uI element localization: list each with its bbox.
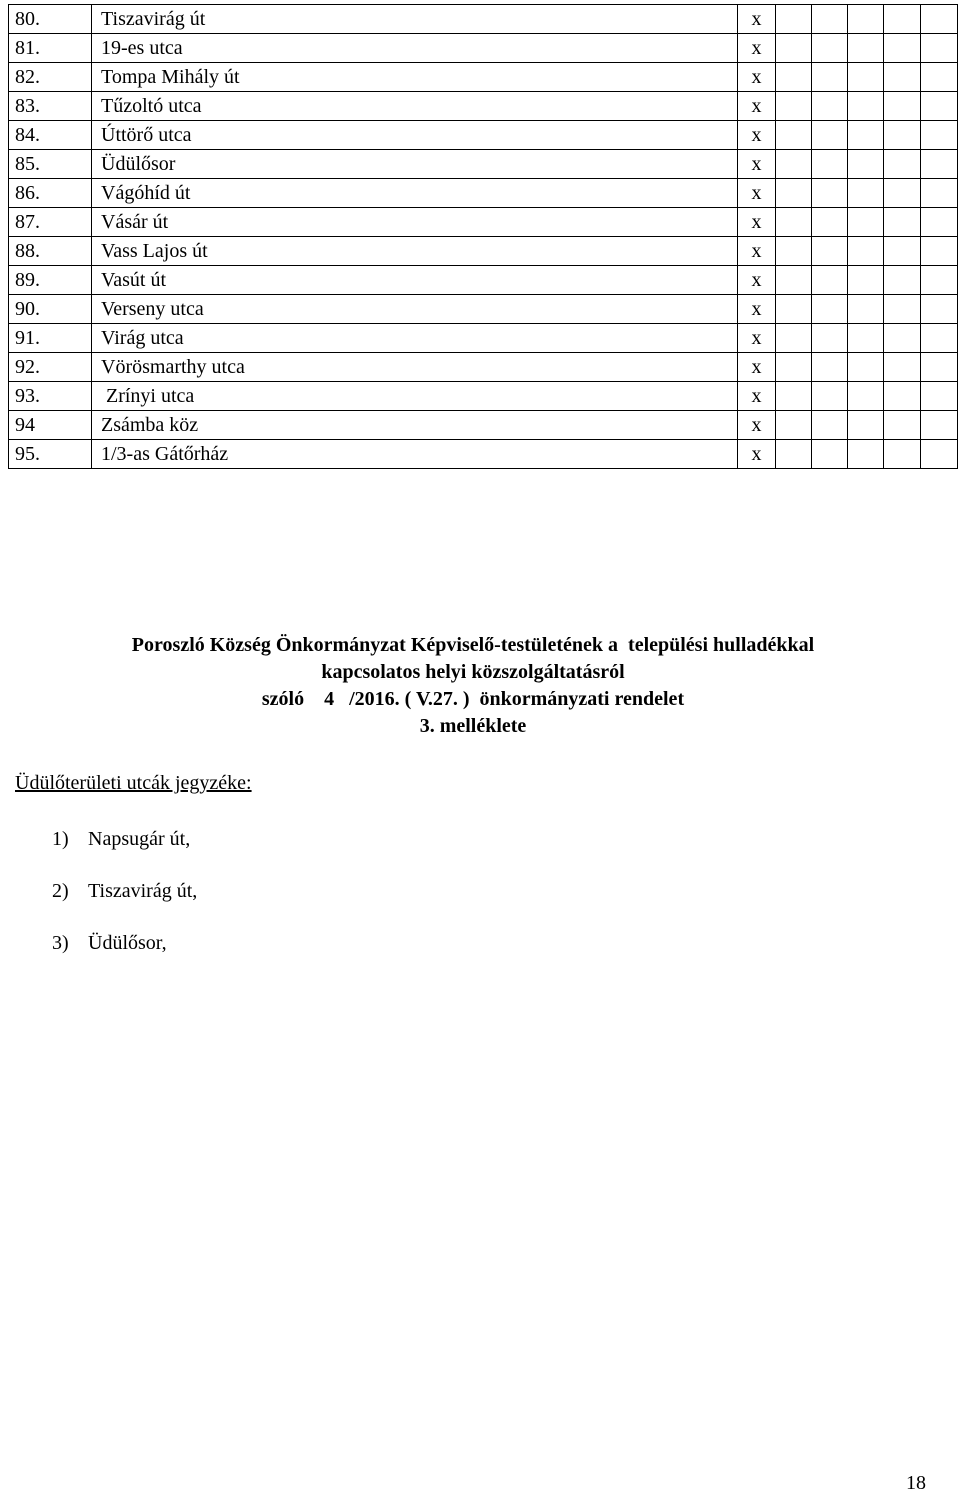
street-name: Úttörő utca	[92, 121, 738, 150]
row-number: 81.	[9, 34, 92, 63]
street-name: Tűzoltó utca	[92, 92, 738, 121]
row-number: 90.	[9, 295, 92, 324]
resort-list-heading: Üdülőterületi utcák jegyzéke:	[15, 772, 252, 794]
empty-cell	[812, 208, 848, 237]
empty-cell	[921, 179, 958, 208]
list-item	[52, 825, 197, 877]
service-mark: x	[738, 411, 776, 440]
empty-cell	[921, 266, 958, 295]
empty-cell	[812, 295, 848, 324]
service-mark: x	[738, 440, 776, 469]
empty-cell	[776, 63, 812, 92]
row-number: 89.	[9, 266, 92, 295]
service-mark: x	[738, 324, 776, 353]
empty-cell	[812, 179, 848, 208]
empty-cell	[812, 353, 848, 382]
empty-cell	[848, 5, 884, 34]
empty-cell	[776, 440, 812, 469]
page-number: 18	[906, 1472, 926, 1494]
empty-cell	[848, 382, 884, 411]
empty-cell	[848, 440, 884, 469]
table-row	[9, 266, 958, 295]
list-item-text: Tiszavirág út,	[88, 880, 198, 902]
empty-cell	[921, 353, 958, 382]
empty-cell	[812, 121, 848, 150]
empty-cell	[848, 208, 884, 237]
streets-table-body	[9, 5, 958, 469]
empty-cell	[848, 295, 884, 324]
list-item-text: Napsugár út,	[88, 828, 191, 850]
list-item	[52, 877, 197, 929]
list-item-number: 1)	[52, 828, 69, 850]
empty-cell	[921, 295, 958, 324]
empty-cell	[776, 208, 812, 237]
table-row	[9, 324, 958, 353]
table-row	[9, 5, 958, 34]
table-row	[9, 382, 958, 411]
street-name: Vásár út	[92, 208, 738, 237]
table-row	[9, 150, 958, 179]
empty-cell	[921, 150, 958, 179]
row-number: 92.	[9, 353, 92, 382]
table-row	[9, 92, 958, 121]
table-row	[9, 208, 958, 237]
empty-cell	[812, 92, 848, 121]
title-line-2: kapcsolatos helyi közszolgáltatásról	[321, 661, 625, 683]
document-title	[0, 632, 946, 740]
table-row	[9, 34, 958, 63]
empty-cell	[884, 34, 921, 63]
empty-cell	[848, 121, 884, 150]
empty-cell	[848, 266, 884, 295]
empty-cell	[884, 382, 921, 411]
service-mark: x	[738, 266, 776, 295]
empty-cell	[921, 440, 958, 469]
empty-cell	[884, 295, 921, 324]
empty-cell	[776, 295, 812, 324]
empty-cell	[776, 121, 812, 150]
empty-cell	[884, 266, 921, 295]
empty-cell	[776, 150, 812, 179]
empty-cell	[776, 382, 812, 411]
empty-cell	[812, 5, 848, 34]
empty-cell	[921, 34, 958, 63]
service-mark: x	[738, 382, 776, 411]
empty-cell	[884, 324, 921, 353]
empty-cell	[848, 92, 884, 121]
street-name: 1/3-as Gátőrház	[92, 440, 738, 469]
row-number: 84.	[9, 121, 92, 150]
street-name: Virág utca	[92, 324, 738, 353]
empty-cell	[884, 179, 921, 208]
empty-cell	[884, 92, 921, 121]
empty-cell	[884, 150, 921, 179]
empty-cell	[812, 63, 848, 92]
empty-cell	[884, 237, 921, 266]
table-row	[9, 295, 958, 324]
empty-cell	[884, 63, 921, 92]
list-item	[52, 929, 197, 981]
row-number: 93.	[9, 382, 92, 411]
street-name: Tompa Mihály út	[92, 63, 738, 92]
empty-cell	[921, 5, 958, 34]
empty-cell	[848, 34, 884, 63]
empty-cell	[848, 411, 884, 440]
empty-cell	[921, 208, 958, 237]
row-number: 82.	[9, 63, 92, 92]
street-name: Vágóhíd út	[92, 179, 738, 208]
street-name: Vass Lajos út	[92, 237, 738, 266]
street-name: Tiszavirág út	[92, 5, 738, 34]
title-line-4: 3. melléklete	[419, 715, 527, 737]
empty-cell	[921, 411, 958, 440]
empty-cell	[921, 92, 958, 121]
street-name: Zrínyi utca	[92, 382, 738, 411]
table-row	[9, 237, 958, 266]
empty-cell	[812, 382, 848, 411]
empty-cell	[884, 411, 921, 440]
empty-cell	[848, 63, 884, 92]
empty-cell	[884, 440, 921, 469]
street-name: Vasút út	[92, 266, 738, 295]
service-mark: x	[738, 237, 776, 266]
empty-cell	[921, 63, 958, 92]
empty-cell	[921, 121, 958, 150]
empty-cell	[776, 92, 812, 121]
empty-cell	[812, 266, 848, 295]
empty-cell	[884, 208, 921, 237]
empty-cell	[812, 237, 848, 266]
service-mark: x	[738, 179, 776, 208]
empty-cell	[848, 237, 884, 266]
street-name: Verseny utca	[92, 295, 738, 324]
streets-table	[8, 4, 958, 469]
list-item-number: 3)	[52, 932, 69, 954]
empty-cell	[848, 179, 884, 208]
empty-cell	[884, 121, 921, 150]
row-number: 83.	[9, 92, 92, 121]
resort-street-list	[52, 825, 197, 981]
table-row	[9, 63, 958, 92]
empty-cell	[812, 324, 848, 353]
table-row	[9, 179, 958, 208]
row-number: 86.	[9, 179, 92, 208]
table-row	[9, 121, 958, 150]
empty-cell	[776, 5, 812, 34]
empty-cell	[848, 353, 884, 382]
list-item-text: Üdülősor,	[88, 932, 167, 954]
empty-cell	[776, 179, 812, 208]
service-mark: x	[738, 34, 776, 63]
empty-cell	[921, 382, 958, 411]
empty-cell	[812, 34, 848, 63]
title-line-1: Poroszló Község Önkormányzat Képviselő-testületének a települési hulladékkal	[131, 634, 815, 656]
empty-cell	[921, 324, 958, 353]
empty-cell	[812, 150, 848, 179]
empty-cell	[884, 353, 921, 382]
empty-cell	[776, 411, 812, 440]
street-name: Üdülősor	[92, 150, 738, 179]
street-name: Zsámba köz	[92, 411, 738, 440]
service-mark: x	[738, 92, 776, 121]
service-mark: x	[738, 121, 776, 150]
empty-cell	[776, 237, 812, 266]
service-mark: x	[738, 63, 776, 92]
row-number: 85.	[9, 150, 92, 179]
empty-cell	[921, 237, 958, 266]
row-number: 88.	[9, 237, 92, 266]
empty-cell	[776, 266, 812, 295]
row-number: 91.	[9, 324, 92, 353]
table-row	[9, 353, 958, 382]
title-line-3: szóló 4 /2016. ( V.27. ) önkormányzati rendelet	[261, 688, 685, 710]
service-mark: x	[738, 208, 776, 237]
row-number: 94	[9, 411, 92, 440]
row-number: 80.	[9, 5, 92, 34]
empty-cell	[776, 324, 812, 353]
row-number: 95.	[9, 440, 92, 469]
service-mark: x	[738, 150, 776, 179]
table-row	[9, 411, 958, 440]
empty-cell	[848, 324, 884, 353]
empty-cell	[884, 5, 921, 34]
service-mark: x	[738, 295, 776, 324]
empty-cell	[776, 353, 812, 382]
street-name: 19-es utca	[92, 34, 738, 63]
street-name: Vörösmarthy utca	[92, 353, 738, 382]
list-item-number: 2)	[52, 880, 69, 902]
empty-cell	[776, 34, 812, 63]
empty-cell	[848, 150, 884, 179]
empty-cell	[812, 411, 848, 440]
service-mark: x	[738, 353, 776, 382]
row-number: 87.	[9, 208, 92, 237]
table-row	[9, 440, 958, 469]
service-mark: x	[738, 5, 776, 34]
empty-cell	[812, 440, 848, 469]
